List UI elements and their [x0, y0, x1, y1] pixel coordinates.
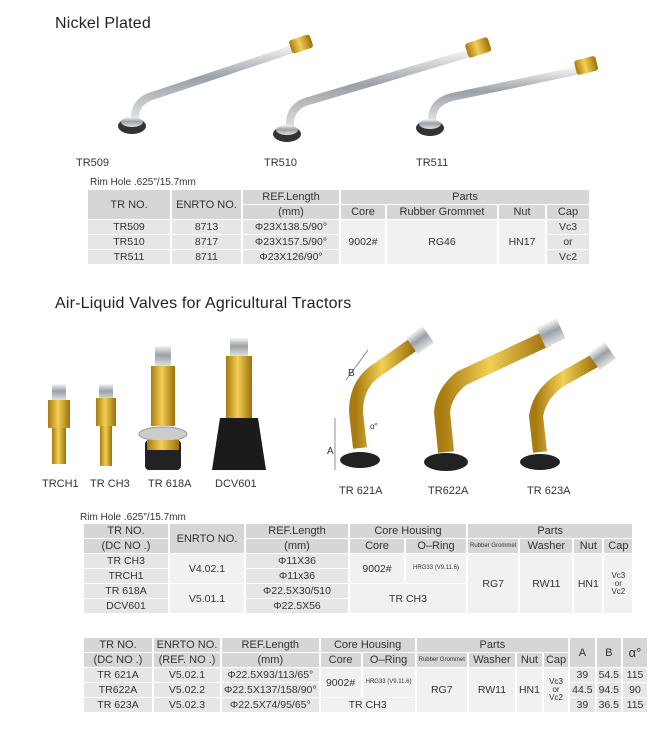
- table-row: TR 621A V5.02.1 Φ22.5X93/113/65° 9002# HRG33 (V9.11.6) RG7 RW11 HN1 Vc3 or Vc2 39 54.5 115: [84, 668, 647, 682]
- product-label: TR509: [76, 157, 110, 169]
- diagram-label-a: A: [327, 446, 334, 457]
- table-row: TRCH1 Φ11x36: [84, 569, 632, 583]
- table-row: TR622A V5.02.2 Φ22.5X137/158/90° 44.5 94.5 90: [84, 683, 647, 697]
- valve-trch3: [96, 384, 116, 466]
- valve-tr509: [118, 34, 314, 134]
- table-row: TR 623A V5.02.3 Φ22.5X74/95/65° TR CH3 39 36.5 115: [84, 698, 647, 712]
- product-label: DCV601: [215, 478, 257, 490]
- valve-dcv601: [212, 338, 266, 470]
- table-row: TR511 8711 Φ23X126/90° Vc2: [88, 250, 589, 264]
- rim-hole-note: Rim Hole .625"/15.7mm: [90, 177, 196, 188]
- table-row: TR CH3 V4.02.1 Φ11X36 9002# HRG33 (V9.11.6) RG7 RW11 HN1 Vc3 or Vc2: [84, 554, 632, 568]
- product-label: TR 618A: [148, 478, 192, 490]
- product-label: TRCH1: [42, 478, 79, 490]
- section-title-tractors: Air-Liquid Valves for Agricultural Tractors: [55, 295, 352, 312]
- product-label: TR511: [416, 157, 449, 169]
- valve-tr510: [273, 37, 492, 142]
- product-label: TR 621A: [339, 485, 383, 497]
- product-label: TR CH3: [90, 478, 130, 490]
- valve-tr618a: [139, 346, 187, 470]
- nickel-spec-table: TR NO. ENRTO NO. REF.Length Parts (mm) Core Rubber Grommet Nut Cap TR509 8713 Φ23X138.5/90° 9002# RG46 HN17 Vc3 TR510 8717 Φ23X157.5/90° or TR511 8711 Φ23X126/90° Vc2: [86, 189, 591, 265]
- valve-tr623a: [520, 342, 616, 470]
- product-label: TR510: [264, 157, 298, 169]
- valve-trch1: [48, 384, 70, 464]
- table-row: TR510 8717 Φ23X157.5/90° or: [88, 235, 589, 249]
- table-row: TR509 8713 Φ23X138.5/90° 9002# RG46 HN17 Vc3: [88, 220, 589, 234]
- valve-tr511: [416, 56, 599, 136]
- diagram-label-b: B: [348, 368, 355, 379]
- rim-hole-note: Rim Hole .625"/15.7mm: [80, 512, 186, 523]
- section-title-nickel: Nickel Plated: [55, 15, 151, 32]
- table-row: TR 618A V5.01.1 Φ22.5X30/510 TR CH3: [84, 584, 632, 598]
- tractor-spec-table-2: TR NO. ENRTO NO. REF.Length Core Housing Parts A B α° (DC NO .) (REF. NO .) (mm) Core O–Ring Rubber Grommet Washer Nut Cap TR 621A V5.02.1 Φ22.5X93/113/65° 9002# HRG33 (V9.11.6) RG7 RW11 HN1 Vc3 or Vc2 39 54.5 115 TR622A V5.02.2 Φ22.5X137/158/90° 44.5 94.5 90 TR 623A V5.02.3 Φ22.5X74/95/65° TR CH3 39 36.5 115: [82, 637, 649, 713]
- diagram-label-alpha: α°: [370, 422, 378, 431]
- product-label: TR 623A: [527, 485, 571, 497]
- tractor-spec-table-1: TR NO. ENRTO NO. REF.Length Core Housing Parts (DC NO .) (mm) Core O–Ring Rubber Grommet Washer Nut Cap TR CH3 V4.02.1 Φ11X36 9002# HRG33 (V9.11.6) RG7 RW11 HN1 Vc3 or Vc2 TRCH1 Φ11x36 TR 618A V5.01.1 Φ22.5X30/510 TR CH3 DCV601 Φ22.5X56: [82, 523, 634, 614]
- table-row: DCV601 Φ22.5X56: [84, 599, 632, 613]
- product-label: TR622A: [428, 485, 469, 497]
- valve-tr621a: [335, 326, 434, 470]
